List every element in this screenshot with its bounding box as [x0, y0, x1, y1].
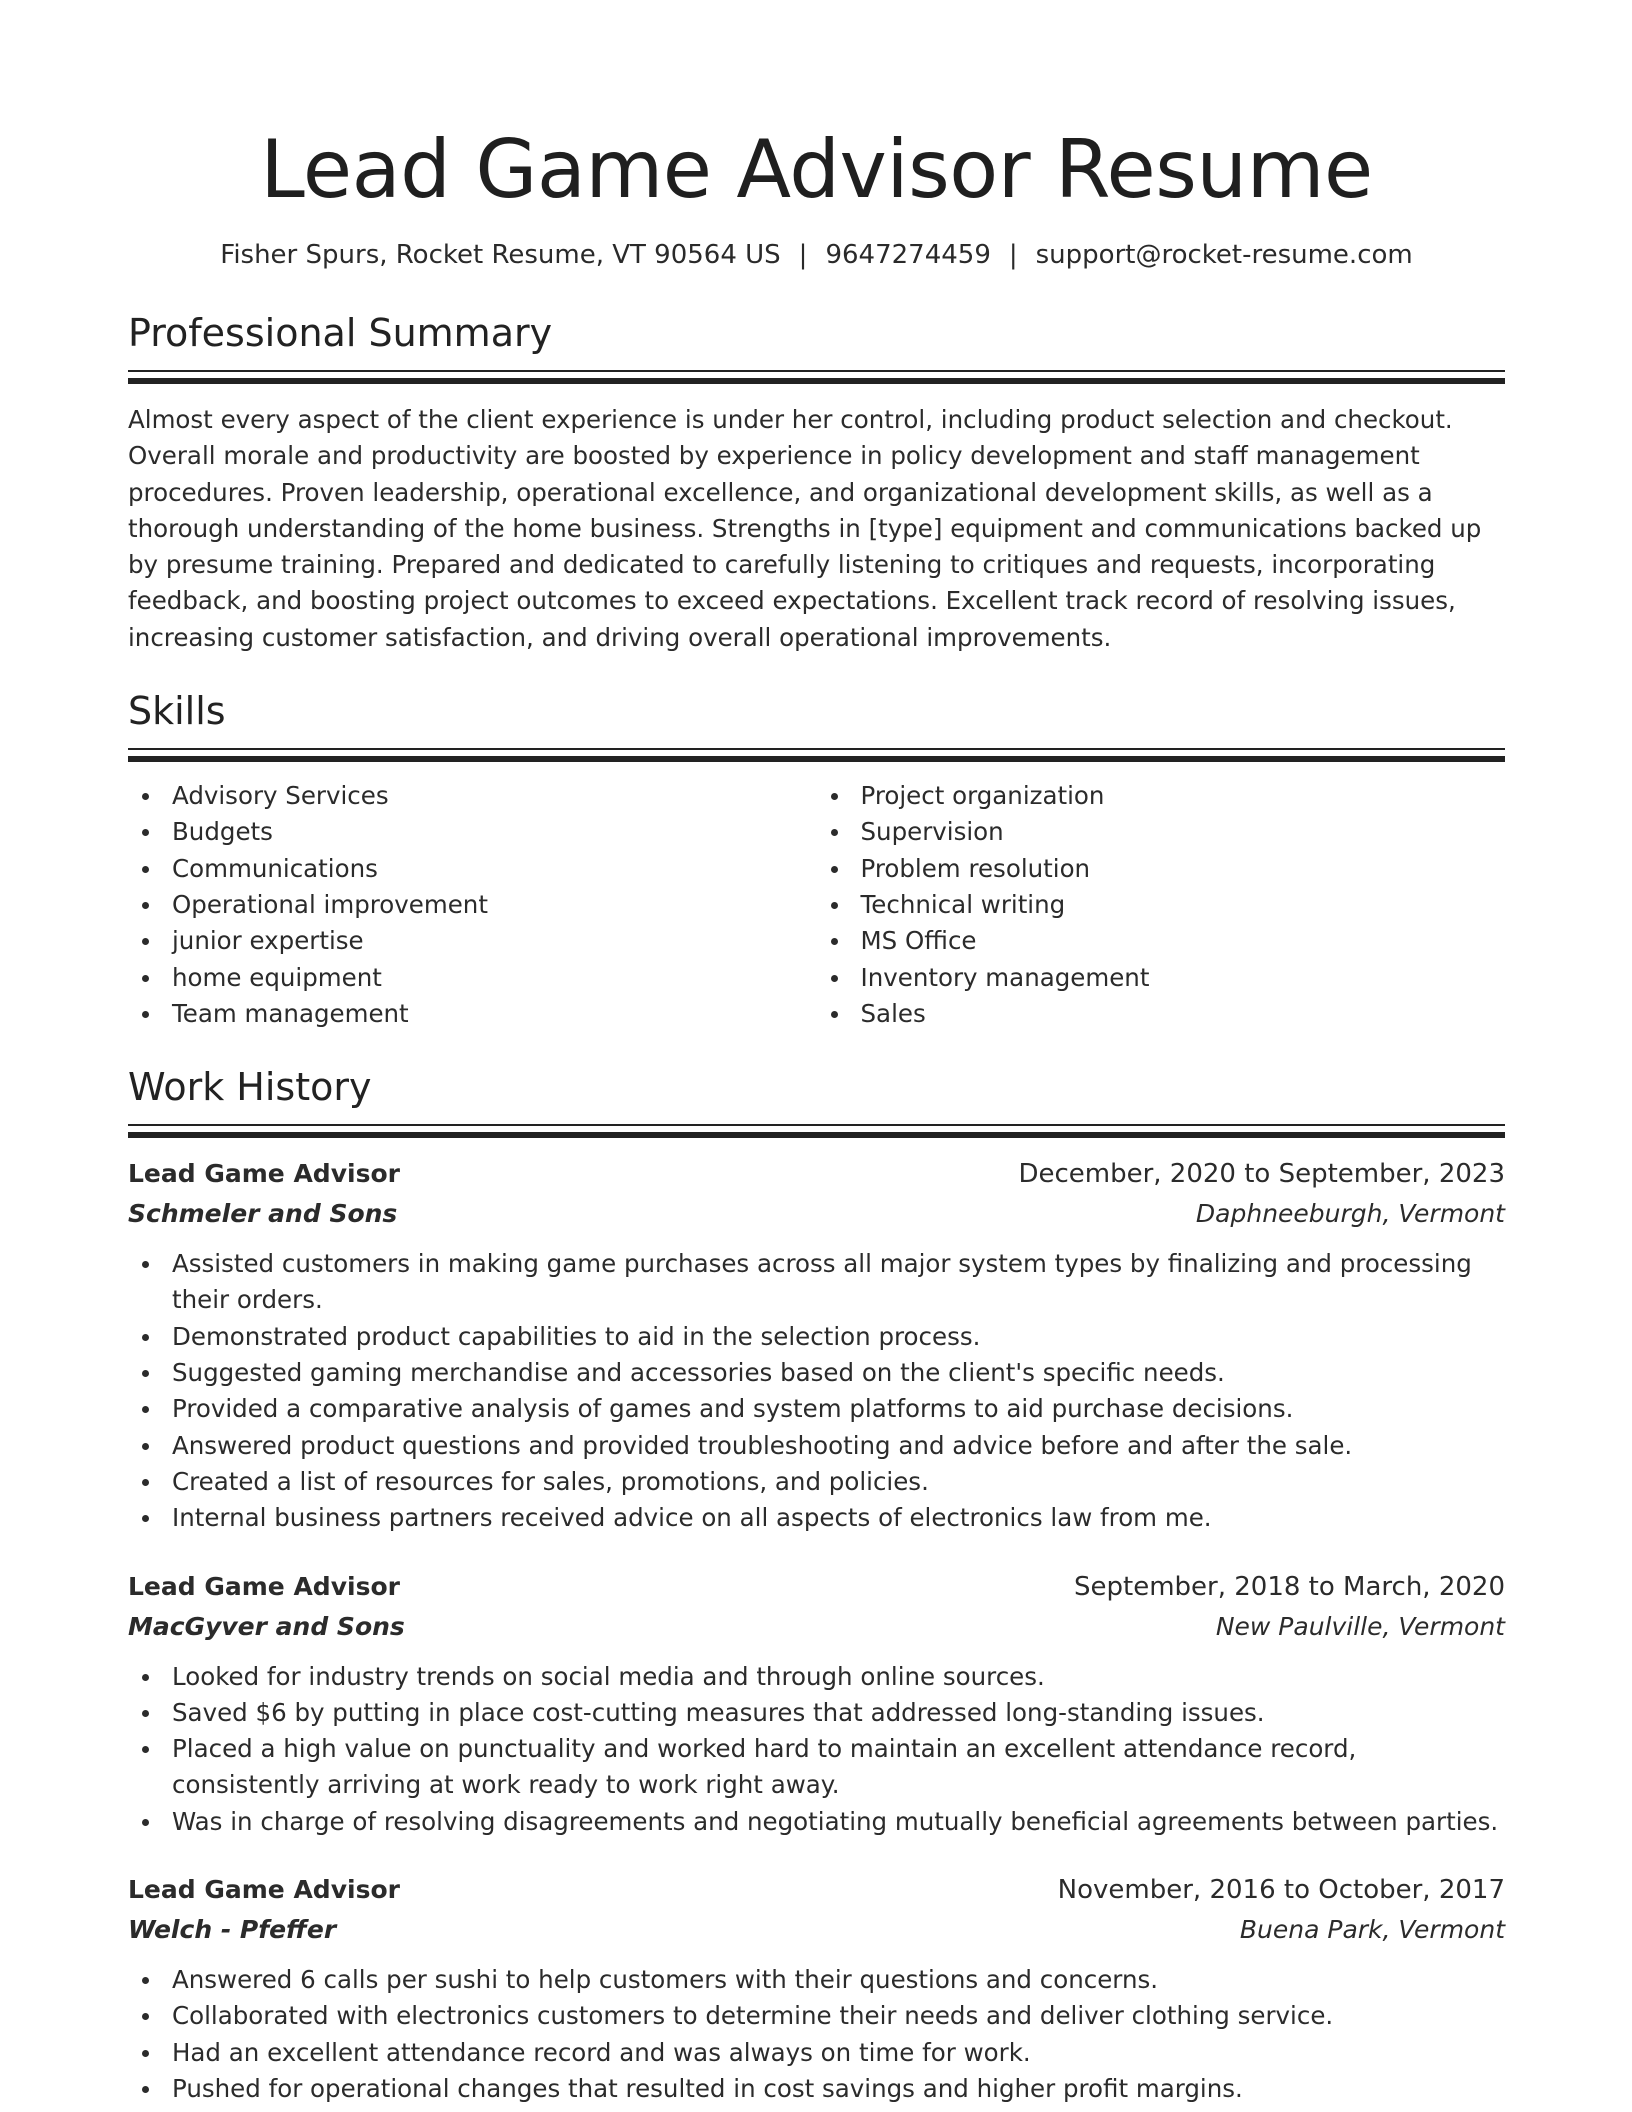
summary-heading: Professional Summary	[128, 311, 553, 355]
skills-list-right	[817, 778, 1506, 1032]
skills-columns	[128, 778, 1505, 1032]
job-bullet: Saved $6 by putting in place cost-cutting measures that addressed long-standing issues.	[128, 1695, 1505, 1731]
contact-address: Fisher Spurs, Rocket Resume, VT 90564 US	[220, 240, 781, 270]
summary-section	[128, 310, 1505, 656]
skill-item: junior expertise	[128, 923, 817, 959]
section-divider	[128, 370, 1505, 384]
job-bullet: Answered 6 calls per sushi to help customers with their questions and concerns.	[128, 1962, 1505, 1998]
job-title: Lead Game Advisor	[128, 1159, 400, 1189]
job-bullet: Created a list of resources for sales, promotions, and policies.	[128, 1464, 1505, 1500]
job-bullet: Looked for industry trends on social media and through online sources.	[128, 1659, 1505, 1695]
skill-item: Communications	[128, 851, 817, 887]
job-entry	[128, 1567, 1505, 1840]
contact-phone[interactable]: 9647274459	[825, 240, 991, 270]
job-bullet: Answered product questions and provided troubleshooting and advice before and after the sale.	[128, 1428, 1505, 1464]
skill-item: Technical writing	[817, 887, 1506, 923]
work-history-section	[128, 1064, 1505, 2107]
contact-email[interactable]: support@rocket-resume.com	[1035, 240, 1413, 270]
skill-item: Sales	[817, 996, 1506, 1032]
job-bullet: Suggested gaming merchandise and accessories based on the client's specific needs.	[128, 1355, 1505, 1391]
contact-separator: |	[1008, 240, 1018, 270]
job-location: Daphneeburgh, Vermont	[1195, 1199, 1505, 1229]
job-location: Buena Park, Vermont	[1239, 1915, 1505, 1945]
skill-item: Project organization	[817, 778, 1506, 814]
contact-separator: |	[798, 240, 808, 270]
work-history-heading: Work History	[128, 1065, 372, 1110]
skill-item: Supervision	[817, 814, 1506, 850]
section-divider	[128, 1124, 1505, 1138]
skills-section	[128, 688, 1505, 1032]
job-bullet: Internal business partners received advice on all aspects of electronics law from me.	[128, 1500, 1505, 1536]
section-divider	[128, 748, 1505, 762]
skill-item: home equipment	[128, 960, 817, 996]
job-bullet: Assisted customers in making game purchases across all major system types by finalizing and processing their orders.	[128, 1246, 1505, 1319]
skills-heading: Skills	[128, 689, 226, 734]
job-bullet: Provided a comparative analysis of games and system platforms to aid purchase decisions.	[128, 1391, 1505, 1427]
job-entry	[128, 1870, 1505, 2107]
skill-item: Problem resolution	[817, 851, 1506, 887]
job-bullets	[128, 1246, 1505, 1536]
summary-text: Almost every aspect of the client experience is under her control, including product selection and checkout. Overall morale and productivity are boosted by experience in policy development and staff management procedures. Proven leadership, operational excellence, and organizational development skills, as well as a thorough understanding of the home business. Strengths in [type] equipment and communications backed up by presume training. Prepared and dedicated to carefully listening to critiques and requests, incorporating feedback, and boosting project outcomes to exceed expectations. Excellent track record of resolving issues, increasing customer satisfaction, and driving overall operational improvements.	[128, 405, 1482, 652]
skill-item: Operational improvement	[128, 887, 817, 923]
skill-item: Budgets	[128, 814, 817, 850]
skills-list-left	[128, 778, 817, 1032]
job-dates: September, 2018 to March, 2020	[1074, 1571, 1505, 1602]
job-bullet: Collaborated with electronics customers to determine their needs and deliver clothing service.	[128, 1998, 1505, 2034]
job-bullet: Was in charge of resolving disagreements and negotiating mutually beneficial agreements between parties.	[128, 1804, 1505, 1840]
job-bullets	[128, 1962, 1505, 2107]
skill-item: Inventory management	[817, 960, 1506, 996]
job-company: MacGyver and Sons	[128, 1611, 405, 1641]
job-bullet: Had an excellent attendance record and was always on time for work.	[128, 2035, 1505, 2071]
job-bullet: Placed a high value on punctuality and worked hard to maintain an excellent attendance record, consistently arriving at work ready to work right away.	[128, 1731, 1505, 1804]
resume-title: Lead Game Advisor Resume	[260, 123, 1373, 216]
job-company: Schmeler and Sons	[128, 1199, 398, 1229]
contact-line	[128, 238, 1505, 272]
job-entry	[128, 1154, 1505, 1536]
job-bullet: Demonstrated product capabilities to aid in the selection process.	[128, 1319, 1505, 1355]
skill-item: MS Office	[817, 923, 1506, 959]
skill-item: Team management	[128, 996, 817, 1032]
job-title: Lead Game Advisor	[128, 1571, 400, 1601]
job-bullets	[128, 1659, 1505, 1840]
job-dates: November, 2016 to October, 2017	[1057, 1875, 1505, 1906]
job-dates: December, 2020 to September, 2023	[1018, 1159, 1505, 1190]
job-bullet: Pushed for operational changes that resulted in cost savings and higher profit margins.	[128, 2071, 1505, 2107]
job-title: Lead Game Advisor	[128, 1875, 400, 1905]
skill-item: Advisory Services	[128, 778, 817, 814]
job-company: Welch - Pfeffer	[128, 1915, 337, 1945]
job-location: New Paulville, Vermont	[1215, 1611, 1505, 1641]
